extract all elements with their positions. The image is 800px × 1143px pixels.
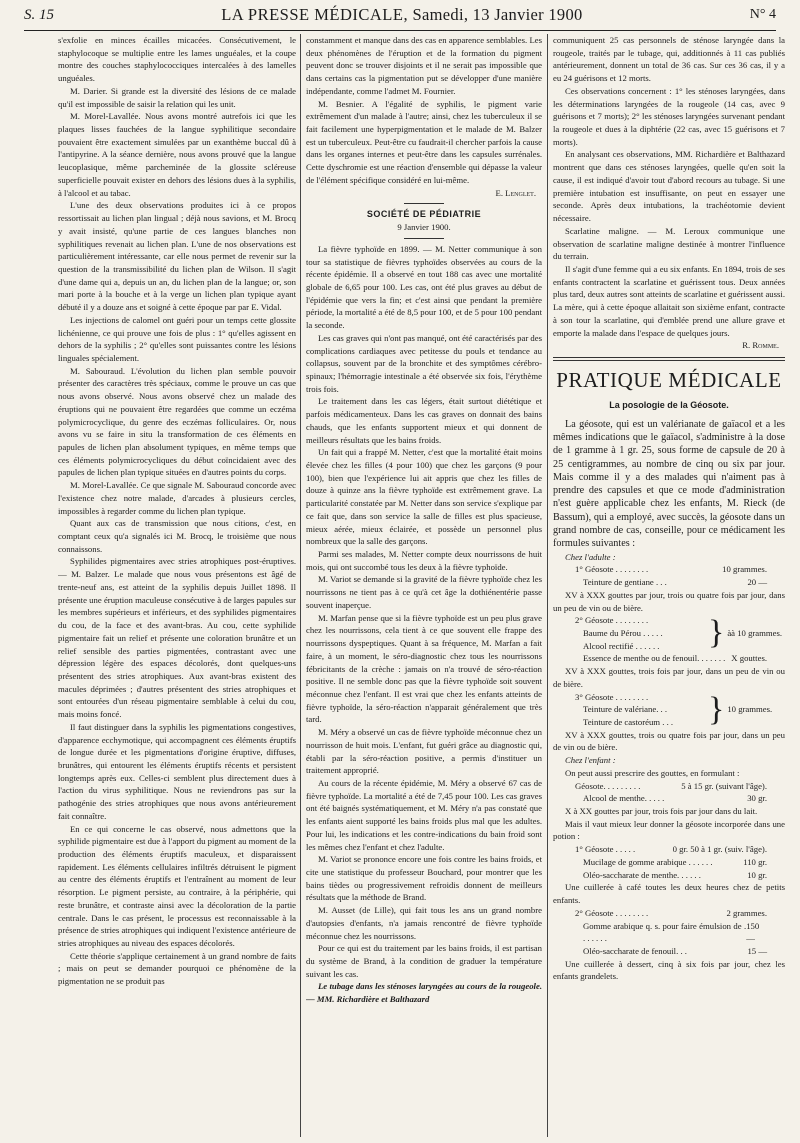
paragraph: Il faut distinguer dans la syphilis les pigmentations congestives, d'apparence ecchymotique, qui accompagnent ces éléments éruptifs de longue durée et les pigmentations d'origine éruptive, diffuses, brunâtres, qui entourent les éléments éruptifs récents et persistent longtemps après eux. Celles-ci semblent plus directement dues à l'action du virus syphilitique. Nous ne reviendrons pas sur la pathogénie des stries atrophiques que nous avons antérieurement fait connaître. [58, 721, 296, 821]
column-middle [306, 34, 542, 1137]
paragraph: constamment et manque dans des cas en apparence semblables. Les deux phénomènes de l'éruption et de la formation du pigment peuvent donc se trouver disjoints et il ne serait pas impossible que dans certains cas la pigmentation put se développer d'une manière indépendante, comme l'admet M. Fournier. [306, 35, 542, 96]
paragraph: Il s'agit d'une femme qui a eu six enfants. En 1894, trois de ses enfants contractent la scarlatine et guérissent tous. Deux années plus tard, deux autres sont atteints de scarlatine et guérissent aussi. La mère, qui à cette époque allaitait son sixième enfant, contracte à son tour la scarlatine, qui d'emblée prend une allure grave et emporte la malade dans l'espace de quelques jours. [553, 263, 785, 338]
paragraph: M. Morel-Lavallée. Nous avons montré autrefois ici que les plaques lisses fauchées de la langue syphilitique secondaire pouvaient être exactement simulées par un exanthème buccal dû à l'antipyrine. A la séance dernière, nous avons prouvé que la langue leucoplasique, même parcheminée de la glossite scléreuse superficielle pouvait exister en dehors des lésions dues à la syphilis, à l'alcool et au tabac. [58, 111, 296, 198]
subheading-enfant: Chez l'enfant : [565, 755, 616, 766]
issue-date: Samedi, 13 Janvier 1900 [412, 5, 583, 24]
paragraph-geosote-intro: La géosote, qui est un valérianate de gaïacol et a les mêmes indications que le gaïacol, s'administre à la dose de 1 gramme à 1 gr. 25, sous forme de capsule de 20 à 25 centigrammes, au nombre de cinq ou six par jour. Mais comme il y a des malades qui n'aiment pas à prendre des capsules et que ce mode d'administration n'est guère applicable chez les enfants, M. Rieck (de Bassum), qui a employé, avec succès, la géosote dans un grand nombre de cas, conseille, pour ce médicament les formules suivantes : [553, 418, 785, 550]
section-date: 9 Janvier 1900. [397, 222, 451, 233]
column-divider [300, 34, 301, 1137]
column-right [553, 34, 785, 1137]
formula-line: 1° Géosote . . . . . . . . 10 grammes. [575, 564, 767, 575]
page-header [24, 0, 776, 31]
paragraph: En analysant ces observations, MM. Richardière et Balthazard montrent que dans ces sténoses laryngées, quelle qu'en soit la cause, il est indiqué d'avoir tout d'abord recours au tubage. Si une première intubation est insuffisante, on peut en essayer une seconde. Après deux intubations, la trachéotomie devient nécessaire. [553, 149, 785, 224]
brace-icon: } [708, 614, 725, 652]
paragraph: M. Morel-Lavallée. Ce que signale M. Sabouraud concorde avec l'existence chez notre malade, d'arcades à plusieurs cercles, impossibles à regarder comme du lichen plan typique. [58, 480, 296, 516]
paragraph: s'exfolie en minces écailles micacées. Consécutivement, le staphylocoque se multiplie entre les lames unguéales, et la coupe montre des couches staphylococciques intercalées à des lamelles unguéales. [58, 35, 296, 84]
subheading-adulte: Chez l'adulte : [565, 551, 616, 562]
paragraph: Cette théorie s'applique certainement à un grand nombre de faits ; mais on peut se demander pourquoi ce phénomène de la pigmentation ne se produit pas [58, 950, 296, 987]
paragraph: Un fait qui a frappé M. Netter, c'est que la mortalité était moins élevée chez les filles (4 pour 100) que chez les garçons (9 pour 100), bien que l'expérience lui ait appris que chez les filles de douze à quinze ans la fièvre typhoïde est extrêmement grave. La particularité constatée par M. Netter dans son service s'explique par ce fait que, dans son service la salle de filles est plus spacieuse, mieux aérée, mieux éclairée, et possède un personnel plus nombreux que la salle des garçons. [306, 447, 542, 547]
separator [404, 203, 444, 204]
journal-title-line [221, 5, 582, 25]
paragraph: Parmi ses malades, M. Netter compte deux nourrissons de huit mois, qui ont succombé tous les deux à la fièvre typhoïde. [306, 549, 542, 572]
section-title-pratique: PRATIQUE MÉDICALE [556, 367, 782, 392]
paragraph: Pour ce qui est du traitement par les bains froids, il est partisan du système de Brand, à la condition de graduer la température suivant les cas. [306, 943, 542, 979]
formula-usage: Une cuillerée à dessert, cinq à six fois par jour, chez les enfants grandelets. [553, 958, 785, 982]
paragraph: En ce qui concerne le cas observé, nous admettons que la syphilide pigmentaire est due à l'apport du pigment au moment de la production des éléments éruptifs maculeux, et disparaissent rapidement. Les éléments cellulaires infiltrés détruisent le pigment au centre des éléments éruptifs et l'entraînent au moment de leur résorption. Le pigment persiste, au contraire, à la périphérie, qui reste brunâtre, et contraste ainsi avec la décoloration de la partie centrale. Dans le cas présent, le processus est reconnaissable à la présence de stries atrophiques qui indiquent l'existence antérieure de stries atrophiques au niveau des espaces décolorés. [58, 823, 296, 949]
formula-line: 1° Géosote . . . . . 0 gr. 50 à 1 gr. (suiv. l'âge). [575, 844, 767, 855]
article-title-geosote: La posologie de la Géosote. [609, 399, 729, 410]
brace-icon: } [708, 690, 725, 728]
formula-usage: XV à XXX gouttes, trois fois par jour, dans un peu de vin ou de bière. [553, 666, 785, 689]
column-left [58, 34, 296, 1137]
paragraph: On peut aussi prescrire des gouttes, en formulant : [565, 767, 740, 778]
formula-usage: X à XX gouttes par jour, trois fois par jour dans du lait. [565, 806, 758, 817]
paragraph-scarlatine: Scarlatine maligne. — M. Leroux communique une observation de scarlatine maligne destinée à montrer l'influence du terrain. [553, 225, 785, 262]
paragraph: M. Variot se prononce encore une fois contre les bains froids, et cite une statistique du professeur Bouchard, pour montrer que les bains tièdes ou progressivement refroidis donnent de meilleurs résultats que la méthode de Brand. [306, 854, 542, 903]
formula-line: Mucilage de gomme arabique . . . . . . 110 gr. [583, 856, 767, 867]
formula-usage: Une cuillerée à café toutes les deux heures chez de petits enfants. [553, 882, 785, 906]
paragraph: Au cours de la récente épidémie, M. Méry a observé 67 cas de fièvre typhoïde. La mortalité a été de 7,45 pour 100. Les cas graves ont été baignés systématiquement, et M. Méry n'a pas constaté que les enfants aient supporté les bains froids plus mal que les adultes. Pour lui, les indications et les contre-indications du bain froid sont les mêmes chez l'enfant et chez l'adulte. [306, 777, 542, 852]
paragraph: Mais il vaut mieux leur donner la géosote incorporée dans une potion : [553, 818, 785, 842]
section-title-societe: SOCIÉTÉ DE PÉDIATRIE [366, 209, 482, 220]
page-number: S. 15 [24, 6, 54, 23]
paragraph: Quant aux cas de transmission que nous citions, c'est, en comptant ceux qu'a signalés ici M. Brocq, le troisième que nous connaissons. [58, 518, 296, 554]
formula-line: Teinture de gentiane . . . 20 — [583, 577, 767, 588]
issue-number: N° 4 [749, 7, 776, 22]
paragraph: M. Ausset (de Lille), qui fait tous les ans un grand nombre d'autopsies d'enfants, n'a jamais rencontré de fièvre typhoïde méconnue chez les nourrissons. [306, 905, 542, 941]
paragraph: M. Marfan pense que si la fièvre typhoïde est un peu plus grave chez les nourrissons, cela tient à ce que souvent elle frappe des nourrissons dyspeptiques. Quant à sa fréquence, M. Marfan a fait faire, à un moment, le séro-diagnostic chez tous les nourrissons fébricitants de la crèche : jamais on n'a trouvé de séro-réaction positive. Il ne semble donc pas que la fièvre typhoïde soit souvent méconnue chez l'enfant. Il est vrai que chez les enfants atteints de fièvre typhoïde, la séro-réaction n'apparait généralement que très tard. [306, 612, 542, 725]
paragraph: Ces observations concernent : 1° les sténoses laryngées, dans les déterminations laryngées de la rougeole (14 cas, avec 9 guérisons et 7 morts); 2° les sténoses laryngées survenant pendant la rougeole et dues à la diphtérie (22 cas, avec 15 guérisons et 7 morts). [553, 85, 785, 147]
paragraph: M. Variot se demande si la gravité de la fièvre typhoïde chez les nourrissons ne tient pas à ce qu'à cet âge la dothiénentérie passe souvent inaperçue. [306, 574, 542, 610]
paragraph: M. Besnier. A l'égalité de syphilis, le pigment varie extrêmement d'un malade à l'autre; ainsi, chez les tuberculeux il se fait facilement une hyperpigmentation et le malade de M. Balzer est un tuberculeux. Peut-être cu faudrait-il chercher parfois la cause dans les organes internes et peut-être dans les capsules surrénales. Cette dyschromie est une réaction d'ensemble qui dépasse la valeur de l'élément spécifique considéré en lui-même. [306, 98, 542, 185]
paragraph-tubage-heading: Le tubage dans les sténoses laryngées au cours de la rougeole. — MM. Richardière et Balthazard [306, 981, 542, 1005]
paragraph: M. Darier. Si grande est la diversité des lésions de ce malade qu'il est impossible de saisir la relation qui les unit. [58, 85, 296, 109]
formula-usage: XV à XXX gouttes par jour, trois ou quatre fois par jour, dans un peu de vin ou de bière. [553, 589, 785, 613]
signature: E. Lenglet. [495, 187, 536, 198]
formula-group: 3° Géosote . . . . . . . . Teinture de valériane. . . Teinture de castoréum . . . } 10 grammes. [575, 690, 773, 728]
journal-name: LA PRESSE MÉDICALE, [221, 5, 409, 24]
formula-group: 2° Géosote . . . . . . . . Baume du Pérou . . . . . Alcool rectifié . . . . . . } àà 10 grammes. [575, 614, 783, 652]
separator [404, 238, 444, 239]
paragraph: M. Sabouraud. L'évolution du lichen plan semble pouvoir présenter des caractères très spéciaux, comme le prouve un cas que nous avons observé. Nous avons observé chez un malade des éruptions qui ne pouvaient être regardées que comme un eczéma polymicrocyclique, du genre des eczémas folliculaires. Or, nous avons vu se faire in situ la transformation de ces éléments en papules de lichen plan absolument typiques, en même temps que ces éléments polymicrocycliques du début coïncidaient avec des papules de lichen plan typique situées en d'autres points du corps. [58, 365, 296, 478]
paragraph: L'une des deux observations produites ici à ce propos ressortissait au lichen plan lingual ; déjà nous savions, et M. Brocq y avait insisté, qu'une partie de ces langues blanches non syphilitiques revenait au lichen plan. L'une de nos observations est particulièrement intéressante, car elle nous permet de revenir sur la question de la transmissibilité du lichen plan de Wilson. Il s'agit d'une dame qui a, depuis un an, du lichen plan de la langue; or, son mari porte à la bouche et à la verge un lichen plan typique ayant débuté il y a douze ans et soigné à cette époque par par E. Vidal. [58, 200, 296, 313]
paragraph: M. Méry a observé un cas de fièvre typhoïde méconnue chez un nourrisson de huit mois. L'enfant, fut guéri grâce au diagnostic qui, établi par la séro-réaction positive, a permis d'instituer un traitement approprié. [306, 727, 542, 776]
formula-line: Alcool de menthe. . . . . 30 gr. [583, 793, 767, 804]
formula-line: Géosote. . . . . . . . . 5 à 15 gr. (suivant l'âge). [575, 780, 767, 791]
formula-line: Essence de menthe ou de fenouil. . . . . . . X gouttes. [583, 653, 767, 664]
paragraph-fievre-typhoide: La fièvre typhoïde en 1899. — M. Netter communique à son tour sa statistique de fièvres typhoïdes observées au cours de la récente épidémie. Il a observé en tout 188 cas avec une mortalité globale de 6,65 pour 100. Les cas, ont été plus graves au début de l'épidémie que vers la fin; et c'est ainsi que pendant la première période, la mortalité a été de 8,5 pour 100, et de 5 pour 100 pendant la seconde. [306, 243, 542, 331]
formula-line: Oléo-saccharate de menthe. . . . . . 10 gr. [583, 869, 767, 880]
paragraph: Le traitement dans les cas légers, était surtout diététique et parfois médicamenteux. Dans les cas graves on donnait des bains chauds, que les enfants supportent mieux et qui donnent de meilleurs résultats que les bains froids. [306, 396, 542, 445]
paragraph: communiquent 25 cas personnels de sténose laryngée dans la rougeole, traités par le tubage, qui, additionnés à 11 cas publiés antérieurement, donnent un total de 36 cas. Sur ces 36 cas, il y a eu 24 guérisons et 12 morts. [553, 35, 785, 84]
column-divider [547, 34, 548, 1137]
formula-line: Gomme arabique q. s. pour faire émulsion de . . . . . . . 150 — [583, 920, 760, 944]
separator [553, 357, 785, 361]
signature: R. Romme. [742, 340, 779, 351]
formula-line: 2° Géosote . . . . . . . . 2 grammes. [575, 907, 767, 918]
paragraph: Les injections de calomel ont guéri pour un temps cette glossite lichénienne, ce qui prouve une fois de plus : 1° qu'elles agissent en dehors de la syphilis ; 2° qu'elles sont puissantes contre les lésions linguales spécialement. [58, 314, 296, 363]
formula-line: Oléo-saccharate de fenouil. . . 15 — [583, 945, 767, 956]
paragraph: Les cas graves qui n'ont pas manqué, ont été caractérisés par des complications cardiaques avec petitesse du pouls et tendance au collapsus, souvent par de la bronchite et des symptômes cérébro-spinaux; l'hémorragie intestinale a été observée six fois, l'érythème trois fois. [306, 332, 542, 394]
formula-usage: XV à XXX gouttes, trois ou quatre fois par jour, dans un peu de vin ou de bière. [553, 729, 785, 753]
paragraph-syphilides: Syphilides pigmentaires avec stries atrophiques post-éruptives. — M. Balzer. Le malade que nous vous présentons est âgé de trente-neuf ans, est atteint de la syphilis depuis Juillet 1898. Il présente une éruption maculeuse consécutive à de larges papules sur les membres supérieurs et inférieurs, et des syphilides pigmentaires du cou, de la face et des avant-bras. Au cou, cette syphilide pigmentaire fait un relief et présente une coloration brunâtre et un relief sensible des parties pigmentées, contrastant avec une dépression légère des espaces décolorés, dont quelques-uns présentent des stries atrophiques. Aux avant-bras existent des macules déprimées ; d'autres présentent des stries atrophiques et sont entourées d'un réseau pigmentaire semblable à celui du cou, mais moins foncé. [58, 556, 296, 720]
